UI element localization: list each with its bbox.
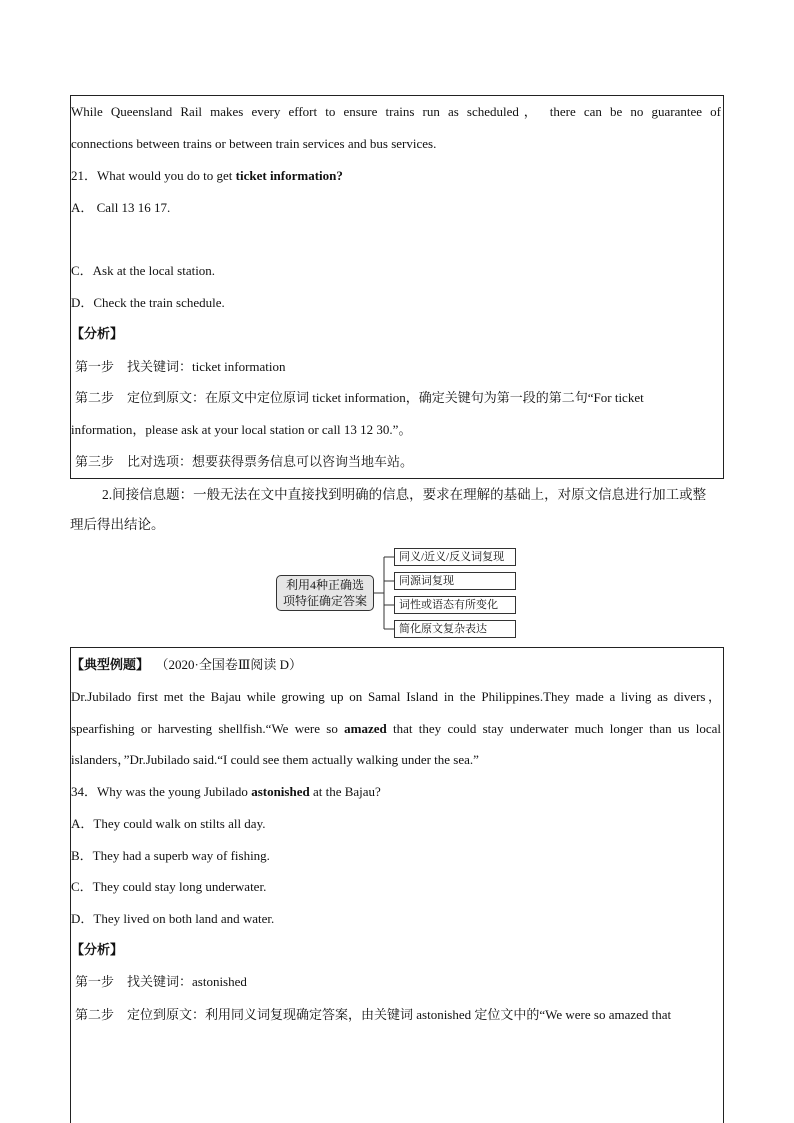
example-box	[70, 647, 724, 1123]
question-keyword: astonished	[251, 784, 310, 799]
example-passage-line-3: islanders，”Dr.Jubilado said.“I could see them actually walking under the sea.”	[71, 752, 479, 767]
example-source: （2020·全国卷Ⅲ阅读 D）	[155, 657, 303, 672]
analysis-box-1	[70, 95, 724, 479]
option-a: A．They could walk on stilts all day.	[71, 816, 266, 831]
mind-map-leaf-3: 词性或语态有所变化	[394, 596, 516, 614]
question-text: 34．Why was the young Jubilado	[71, 784, 252, 799]
step-2-line-1: 第二步 定位到原文：在原文中定位原词 ticket information，确定关键句为第一段的第二句“For ticket	[75, 390, 644, 405]
step-1: 第一步 找关键词：astonished	[75, 974, 247, 989]
option-d: D．Check the train schedule.	[71, 295, 225, 310]
passage-line-2: connections between trains or between train services and bus services.	[71, 136, 437, 151]
question-text: 21．What would you do to get	[71, 168, 236, 183]
option-b: B．They had a superb way of fishing.	[71, 848, 270, 863]
section-paragraph-line-2: 理后得出结论。	[70, 517, 165, 532]
passage-text-cont: that they could stay underwater much longer than us local	[386, 721, 721, 736]
mind-map-leaf-4: 简化原文复杂表达	[394, 620, 516, 638]
question-34	[71, 784, 381, 800]
option-c: C．Ask at the local station.	[71, 263, 216, 278]
mind-map-leaf-1: 同义/近义/反义词复现	[394, 548, 516, 566]
question-21	[71, 168, 343, 184]
question-keyword: ticket information?	[235, 168, 343, 183]
center-node-line-1: 利用4种正确选	[285, 578, 364, 592]
question-text-end: at the Bajau?	[309, 784, 381, 799]
example-passage-line-1: Dr.Jubilado first met the Bajau while growing up on Samal Island in the Philippines.They made a living as divers，	[71, 689, 721, 704]
passage-text: spearfishing or harvesting shellfish.“We were so	[71, 721, 345, 736]
mind-map-leaf-2: 同源词复现	[394, 572, 516, 590]
analysis-heading: 【分析】	[71, 326, 124, 341]
example-header	[71, 657, 302, 673]
step-3: 第三步 比对选项：想要获得票务信息可以咨询当地车站。	[75, 454, 414, 469]
option-c: C．They could stay long underwater.	[71, 879, 267, 894]
example-title: 【典型例题】	[71, 657, 150, 672]
step-2-line-2: information，please ask at your local station or call 13 12 30.”。	[71, 422, 412, 437]
step-1: 第一步 找关键词：ticket information	[75, 359, 286, 374]
passage-line-1: While Queensland Rail makes every effort to ensure trains run as scheduled， there can be no guarantee of	[71, 104, 721, 119]
mind-map-center-node	[276, 575, 374, 611]
option-d: D．They lived on both land and water.	[71, 911, 275, 926]
section-paragraph-line-1: 2.间接信息题：一般无法在文中直接找到明确的信息，要求在理解的基础上，对原文信息进行加工或整	[102, 487, 707, 502]
step-2: 第二步 定位到原文：利用同义词复现确定答案，由关键词 astonished 定位文中的“We were so amazed that	[75, 1007, 672, 1022]
option-a: A． Call 13 16 17.	[71, 200, 171, 215]
analysis-heading: 【分析】	[71, 942, 124, 957]
example-passage-line-2	[71, 721, 721, 737]
mind-map	[276, 548, 520, 640]
passage-keyword: amazed	[344, 721, 387, 736]
center-node-line-2: 项特征确定答案	[282, 594, 367, 608]
